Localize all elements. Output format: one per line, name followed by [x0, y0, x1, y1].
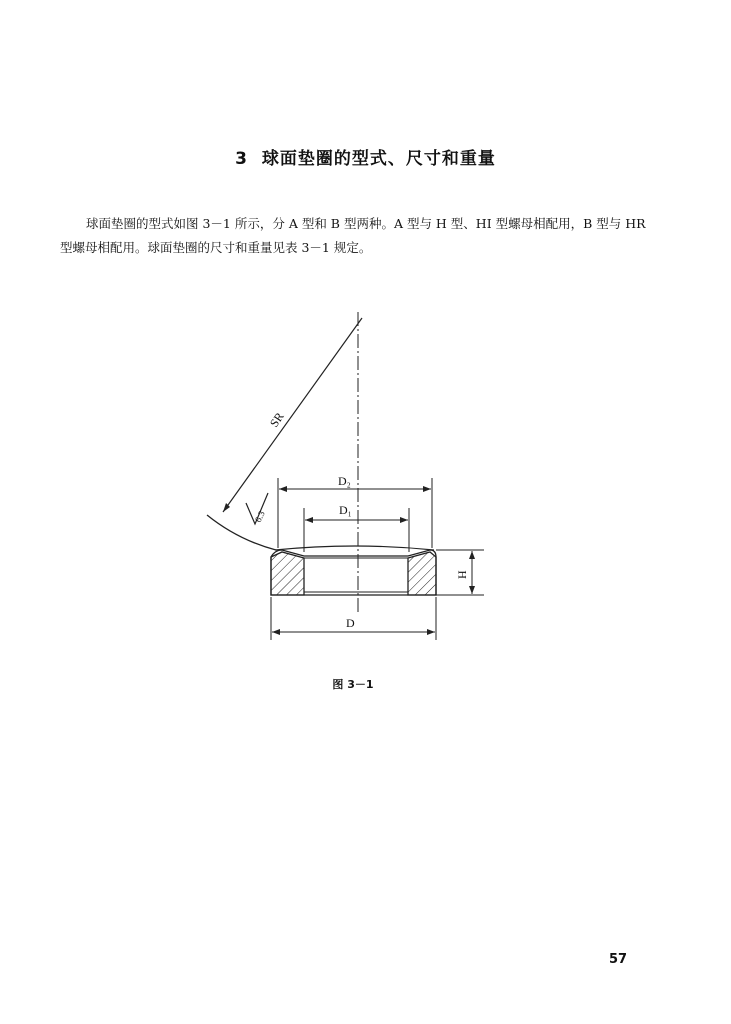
d-arrow-left [272, 629, 280, 635]
roughness-label: 6.3 [252, 509, 267, 524]
spherical-arc [207, 515, 276, 550]
section-heading: 球面垫圈的型式、尺寸和重量 [261, 149, 496, 169]
body-paragraph: 球面垫圈的型式如图 3－1 所示，分 A 型和 B 型两种。A 型与 H 型、HI 型螺母相配用，B 型与 HR 型螺母相配用。球面垫圈的尺寸和重量见表 3－1 规定。 [60, 216, 646, 255]
spherical-surface [275, 546, 434, 550]
page-number: 57 [609, 952, 628, 967]
section-right [408, 552, 436, 595]
section-left [271, 552, 304, 595]
d1-arrow-left [305, 517, 313, 523]
h-arrow-top [469, 551, 475, 559]
d2-arrow-right [423, 486, 431, 492]
h-arrow-bottom [469, 586, 475, 594]
d1-arrow-right [400, 517, 408, 523]
h-label: H [455, 570, 469, 579]
d-label: D [346, 616, 355, 630]
d2-arrow-left [279, 486, 287, 492]
d1-label: D₁ [339, 503, 352, 517]
section-number: 3 [235, 149, 248, 169]
d2-label: D₂ [338, 474, 351, 488]
d-arrow-right [427, 629, 435, 635]
sr-label: SR [266, 409, 287, 430]
figure-caption: 图 3－1 [332, 678, 374, 691]
